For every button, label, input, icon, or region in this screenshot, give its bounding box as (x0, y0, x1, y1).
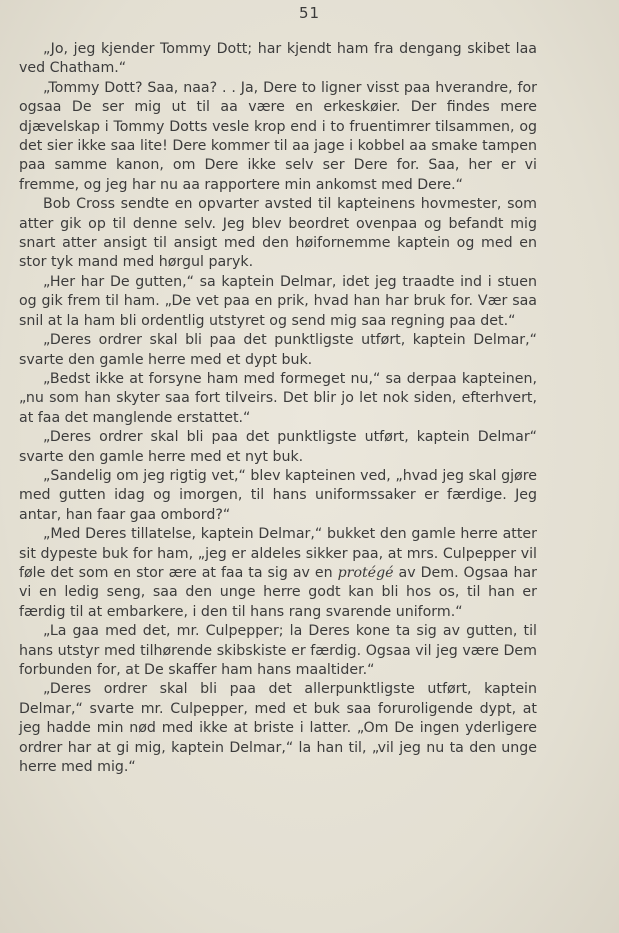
paragraph: „Jo, jeg kjender Tommy Dott; har kjendt ham fra dengang skibet laa ved Chatham.“ (19, 41, 537, 77)
paragraph: Bob Cross sendte en opvarter avsted til kapteinens hovmester, som atter gik op til denne selv. Jeg blev beordret ovenpaa og befandt mig snart atter ansigt til ansigt med den høifornemme kaptein og med en stor tyk mand med hørgul paryk. (19, 196, 537, 271)
paragraph: „Deres ordrer skal bli paa det allerpunktligste utført, kaptein Delmar,“ svarte mr. Culpepper, med et buk saa foruroligende dypt, at jeg hadde min nød med ikke at briste i latter. „Om De ingen yderligere ordrer har at gi mig, kaptein Delmar,“ la han til, „vil jeg nu ta den unge herre med mig.“ (19, 681, 537, 776)
paragraph: „Bedst ikke at forsyne ham med formeget nu,“ sa derpaa kapteinen, „nu som han skyter saa fort tilveirs. Det blir jo let nok siden, efterhvert, at faa det manglende erstattet.“ (19, 370, 537, 426)
page-number: 51 (298, 4, 321, 22)
paragraph-text: av Dem. Ogsaa har vi en ledig seng, saa den unge herre godt kan bli hos os, til han er færdig til at embarkere, i den til hans rang svarende uniform.“ (19, 564, 537, 620)
italic-word: protégé (337, 564, 394, 581)
paragraph: „Deres ordrer skal bli paa det punktligste utført, kaptein Delmar“ svarte den gamle herre med et nyt buk. (19, 429, 537, 465)
paragraph: „Sandelig om jeg rigtig vet,“ blev kapteinen ved, „hvad jeg skal gjøre med gutten idag og imorgen, til hans uniformssaker er færdige. Jeg antar, han faar gaa ombord?“ (19, 467, 537, 523)
paragraph: „Tommy Dott? Saa, naa? . . Ja, Dere to ligner visst paa hverandre, for ogsaa De ser mig ut til aa være en erkeskøier. Der findes mere djævelskap i Tommy Dotts vesle krop end i to fruentimrer tilsammen, og det sier ikke saa lite! Dere kommer til aa jage i kobbel aa smake tampen paa samme kanon, om Dere ikke selv ser Dere for. Saa, her er vi fremme, og jeg har nu aa rapportere min ankomst med Dere.“ (19, 79, 537, 193)
paragraph: „Her har De gutten,“ sa kaptein Delmar, idet jeg traadte ind i stuen og gik frem til ham. „De vet paa en prik, hvad han har bruk for. Vær saa snil at la ham bli ordentlig utstyret og send mig saa regning paa det.“ (19, 273, 537, 329)
paragraph: „La gaa med det, mr. Culpepper; la Deres kone ta sig av gutten, til hans utstyr med tilhørende skibskiste er færdig. Ogsaa vil jeg være Dem forbunden for, at De skaffer ham hans maaltider.“ (19, 623, 537, 678)
paragraph: „Deres ordrer skal bli paa det punktligste utført, kaptein Delmar,“ svarte den gamle herre med et dypt buk. (19, 332, 537, 368)
paragraph-with-italic (19, 525, 537, 622)
paragraph-text: „Med Deres tillatelse, kaptein Delmar,“ bukket den gamle herre atter sit dypeste buk for ham, „jeg er aldeles sikker paa, at mrs. Culpepper vil føle det som en stor ære at faa ta sig av en (19, 526, 537, 581)
body-text (19, 40, 537, 777)
